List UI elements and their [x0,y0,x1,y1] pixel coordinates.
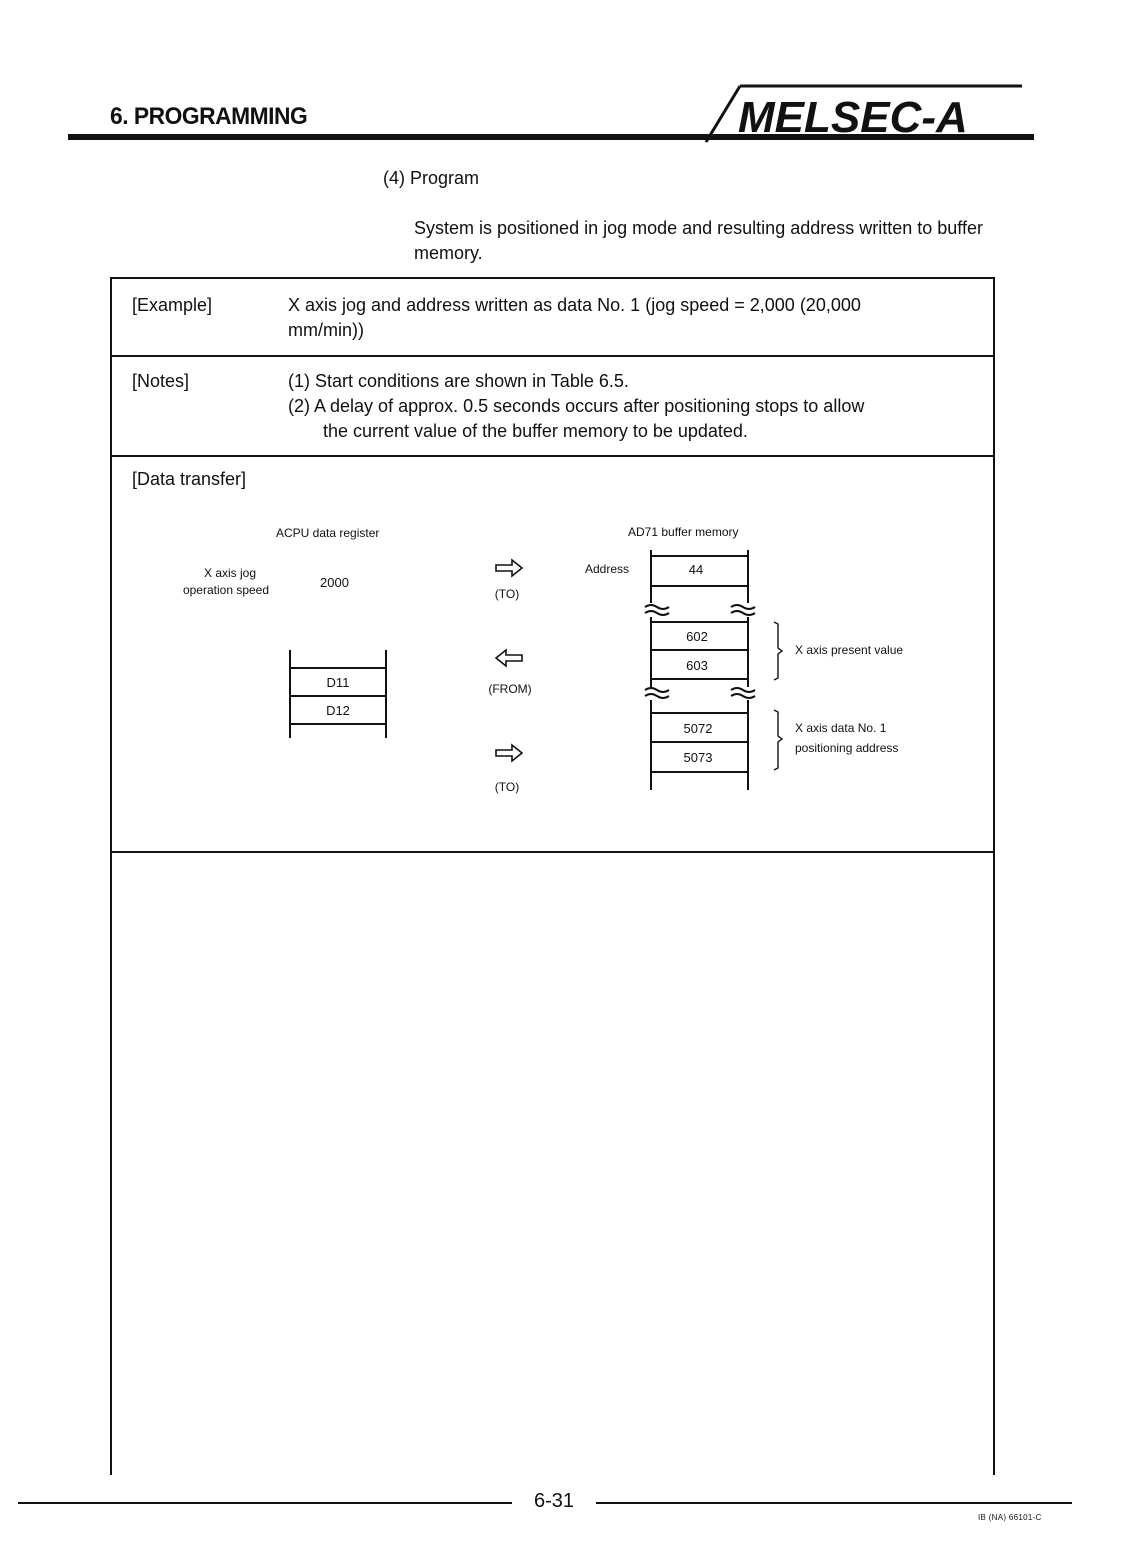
arrow-to-label-1: (TO) [494,587,520,601]
arrow-left-icon [496,650,522,666]
divider-example [110,355,995,357]
document-code: IB (NA) 66101-C [978,1513,1042,1522]
buffer-cell-5072: 5072 [683,721,713,736]
data-transfer-label: [Data transfer] [132,469,247,489]
divider-data-transfer [110,851,995,853]
example-text-line1: X axis jog and address written as data No. 1 (jog speed = 2,000 (20,000 [288,295,861,315]
example-text-line2: mm/min)) [288,320,364,340]
present-value-brace [774,622,782,680]
jog-label-line2: operation speed [182,583,270,597]
jog-label-line1: X axis jog [203,566,257,580]
notes-item2-line2: the current value of the buffer memory to be updated. [323,421,748,441]
page-number: 6-31 [534,1490,575,1512]
buffer-cell-5073: 5073 [683,750,713,765]
footer-rule-left [18,1502,512,1504]
acpu-register-d12: D12 [326,703,350,718]
buffer-cell-44: 44 [688,562,704,577]
intro-paragraph: System is positioned in jog mode and resulting address written to buffer memory. [414,218,983,263]
buffer-cell-602: 602 [686,629,708,644]
jog-value: 2000 [320,575,349,590]
present-value-label: X axis present value [795,643,904,657]
positioning-address-brace [774,710,782,770]
arrow-right-icon [496,560,522,576]
data-transfer-diagram [112,510,992,810]
buffer-cell-603: 603 [686,658,708,673]
address-label: Address [585,562,630,576]
acpu-register-stack [290,650,386,738]
positioning-label-line2: positioning address [795,741,899,755]
example-label: [Example] [132,295,213,315]
positioning-label-line1: X axis data No. 1 [795,721,887,735]
arrow-to-label-2: (TO) [494,780,520,794]
notes-item1: (1) Start conditions are shown in Table 6.5. [288,371,629,391]
divider-notes [110,455,995,457]
subheading: (4) Program [383,168,480,188]
arrow-from-label: (FROM) [488,682,532,696]
notes-item2-line1: (2) A delay of approx. 0.5 seconds occurs after positioning stops to allow [288,396,865,416]
logo-text: MELSEC-A [738,93,968,142]
footer-rule-right [596,1502,1072,1504]
ad71-title: AD71 buffer memory [628,525,739,539]
notes-label: [Notes] [132,371,190,391]
acpu-title: ACPU data register [276,526,380,540]
section-title: 6. PROGRAMMING [110,103,308,130]
arrow-right-icon [496,745,522,761]
melsec-logo [702,80,1042,144]
acpu-register-d11: D11 [326,675,350,690]
